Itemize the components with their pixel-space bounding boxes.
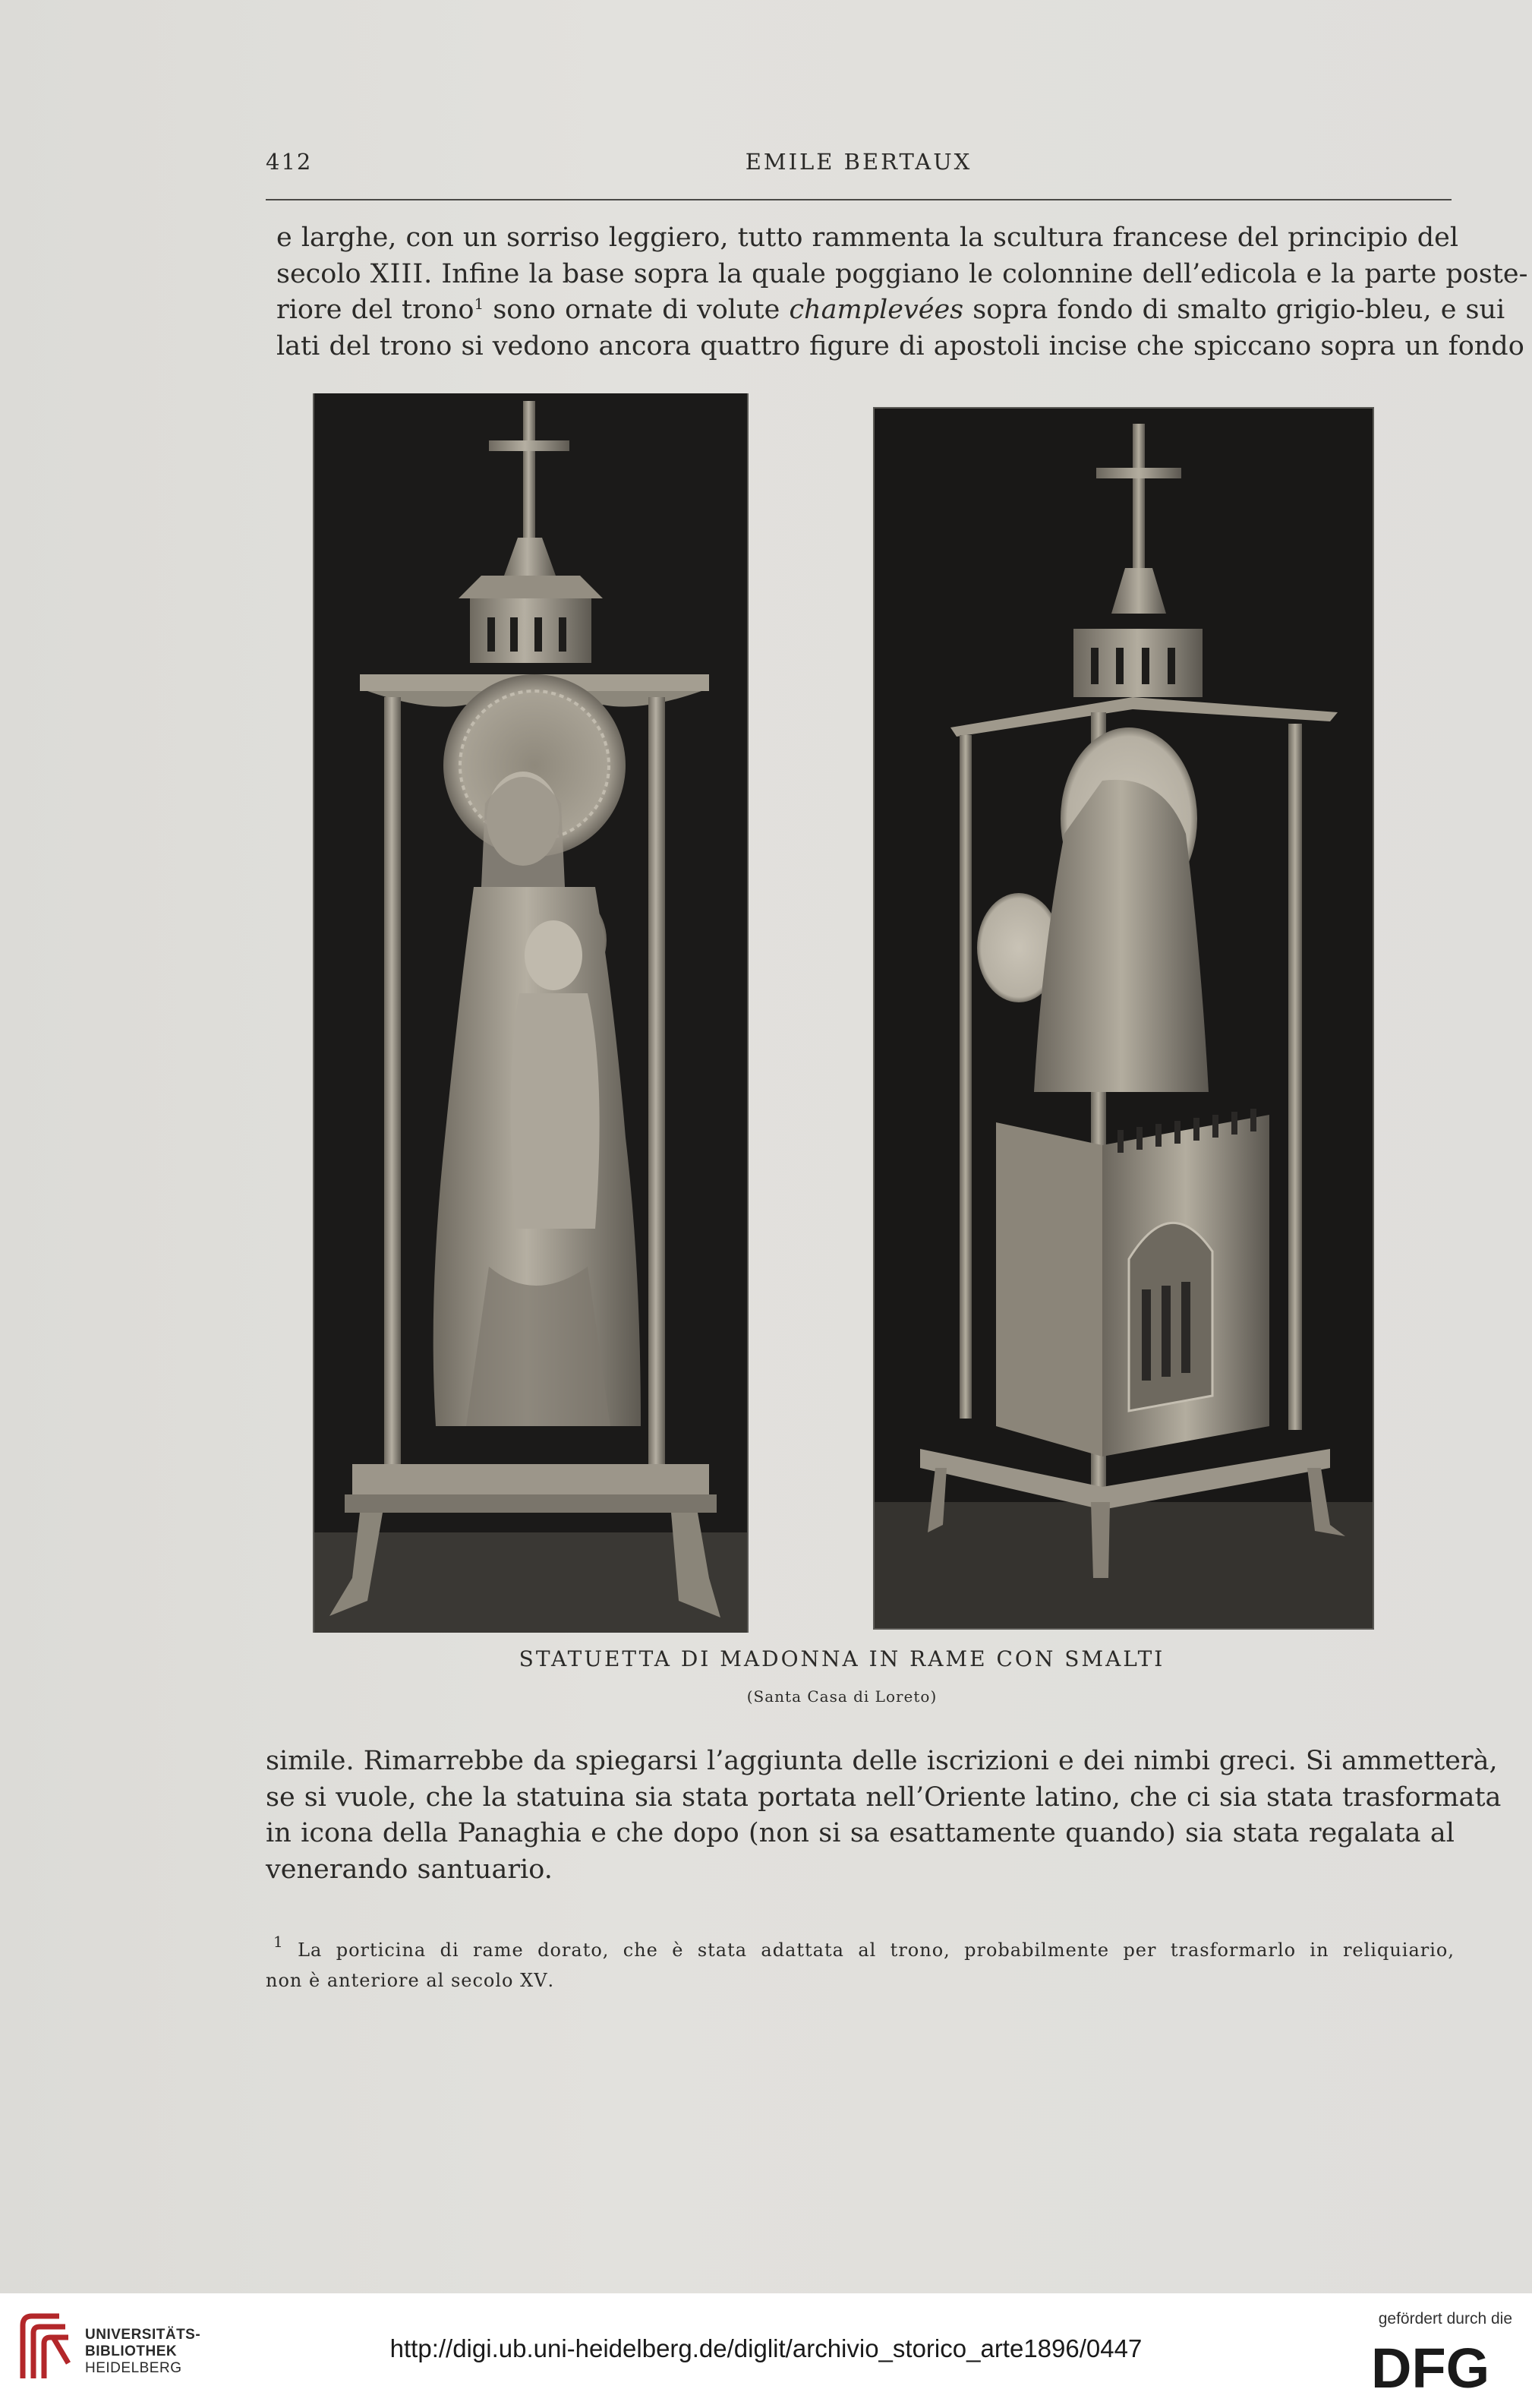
- statuette-back-drawing: [875, 409, 1373, 1628]
- funding-label: gefördert durch die: [1378, 2310, 1512, 2328]
- text-line: e larghe, con un sorriso leggiero, tutto rammenta la scultura francese del principio del: [276, 222, 1459, 253]
- figure-caption: STATUETTA DI MADONNA IN RAME CON SMALTI: [519, 1646, 1165, 1671]
- footnote: [266, 1935, 1455, 1996]
- dfg-logo-icon[interactable]: [1371, 2340, 1512, 2394]
- footnote-marker: 1: [273, 1933, 284, 1951]
- permalink-url[interactable]: http://digi.ub.uni-heidelberg.de/diglit/archivio_storico_arte1896/0447: [389, 2334, 1143, 2362]
- footnote-reference[interactable]: 1: [474, 295, 484, 313]
- text-line: lati del trono si vedono ancora quattro figure di apostoli incise che spiccano sopra un fondo: [276, 330, 1524, 361]
- statuette-front-drawing: [314, 393, 747, 1633]
- dfg-logo-text: DFG: [1371, 2340, 1490, 2394]
- text-line: secolo XIII. Infine la base sopra la quale poggiano le colonnine dell’edicola e la parte poste-: [276, 258, 1528, 289]
- figure-subcaption: (Santa Casa di Loreto): [746, 1687, 938, 1706]
- page-number: 412: [266, 149, 313, 175]
- running-title: EMILE BERTAUX: [745, 149, 972, 175]
- text-line: in icona della Panaghia e che dopo (non si sa esattamente quando) sia stata regalata al: [266, 1818, 1455, 1848]
- text-line: se si vuole, che la statuina sia stata portata nell’Oriente latino, che ci sia stata trasformata: [266, 1782, 1502, 1813]
- body-paragraph-bottom: [266, 1744, 1502, 1888]
- footnote-line: $^1$ La porticina di rame dorato, che è stata adattata al trono, probabilmente per trasformarlo in reliquiario,: [273, 1933, 1455, 1961]
- body-paragraph-top: [276, 220, 1528, 365]
- statuette-front-photo: [313, 393, 749, 1633]
- text-line: riore del trono$^1$ sono ornate di volute champlevées sopra fondo di smalto grigio-bleu, e sui: [276, 295, 1505, 325]
- digitization-footer: [0, 2293, 1532, 2408]
- statuette-back-photo: [873, 407, 1374, 1630]
- university-library-name[interactable]: UNIVERSITÄTS- BIBLIOTHEK HEIDELBERG: [85, 2327, 201, 2376]
- header-rule: [266, 199, 1452, 200]
- footnote-line: non è anteriore al secolo XV.: [266, 1970, 555, 1991]
- text-line: simile. Rimarrebbe da spiegarsi l’aggiunta delle iscrizioni e dei nimbi greci. Si ammetterà,: [266, 1746, 1498, 1776]
- text-line: venerando santuario.: [266, 1854, 553, 1885]
- running-header: [266, 149, 1452, 181]
